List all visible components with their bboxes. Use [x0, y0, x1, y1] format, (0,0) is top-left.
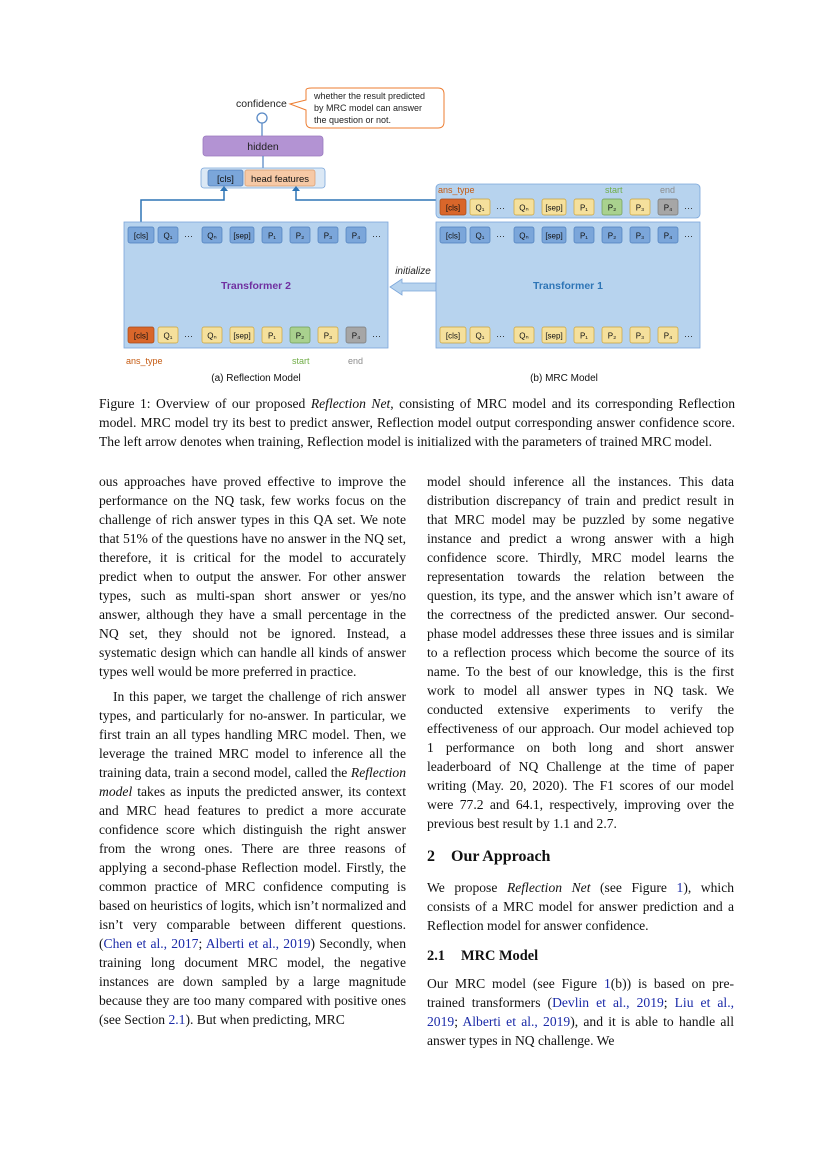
- end-label-a: end: [348, 356, 364, 366]
- initialize-arrow-icon: [390, 279, 436, 295]
- token-label: [sep]: [545, 331, 563, 341]
- ellipsis-mark: ···: [372, 231, 381, 241]
- left-paragraph-2: [99, 687, 406, 1029]
- subcaption-b: (b) MRC Model: [530, 373, 598, 384]
- head-features-label: head features: [250, 174, 310, 185]
- token-label: P₄: [663, 231, 673, 241]
- cls-feature-label: [cls]: [217, 174, 234, 185]
- emphasis-run: Reflection model: [99, 765, 406, 799]
- token-label: [cls]: [445, 231, 461, 241]
- initialize-label: initialize: [395, 266, 431, 277]
- token-label: [sep]: [233, 231, 251, 241]
- section-number: 2: [427, 848, 435, 865]
- token-label: Q₁: [475, 203, 485, 213]
- subsection-number: 2.1: [427, 948, 445, 964]
- token-label: Q₁: [475, 231, 485, 241]
- subcaption-a: (a) Reflection Model: [211, 373, 301, 384]
- token-label: Q₁: [163, 231, 173, 241]
- citation-link[interactable]: Alberti et al., 2019: [462, 1014, 571, 1029]
- token-label: Qₙ: [519, 231, 529, 241]
- token-label: P₂: [295, 231, 305, 241]
- token-label: P₁: [579, 231, 589, 241]
- token-label: P₃: [635, 203, 645, 213]
- text-run: ;: [454, 1014, 463, 1029]
- token-label: [sep]: [545, 231, 563, 241]
- token-label: P₂: [607, 331, 617, 341]
- callout-line-2: by MRC model can answer: [314, 103, 423, 113]
- text-run: ) Secondly, when training long document MRC model, the negative instances are down sampled by a large magnitude because they are too many compared with positive ones (see Section: [99, 936, 407, 1027]
- section-title: Our Approach: [451, 848, 551, 865]
- token-label: P₂: [607, 203, 617, 213]
- ellipsis-mark: ···: [184, 231, 193, 241]
- section-heading: [427, 847, 734, 866]
- token-label: [cls]: [133, 231, 149, 241]
- token-label: P₄: [663, 203, 673, 213]
- text-run: ), and it is able to handle all answer types in NQ challenge. We: [427, 1014, 734, 1048]
- token-label: Qₙ: [207, 231, 217, 241]
- token-label: P₄: [351, 331, 361, 341]
- subsection-title: MRC Model: [461, 948, 539, 964]
- text-run: (see Figure: [600, 880, 667, 895]
- hidden-layer-label: hidden: [247, 141, 279, 153]
- token-label: P₄: [351, 231, 361, 241]
- text-run: Our MRC model (see Figure: [427, 976, 598, 991]
- ellipsis-mark: ···: [684, 331, 693, 341]
- token-label: [cls]: [133, 331, 149, 341]
- ellipsis-mark: ···: [496, 231, 505, 241]
- token-label: P₁: [579, 331, 589, 341]
- token-label: P₂: [607, 231, 617, 241]
- token-label: P₃: [635, 331, 645, 341]
- left-paragraph-1: ous approaches have proved effective to improve the performance on the NQ task, few works focus on the challenge of rich answer types in this QA set. We note that 51% of the questions have no answer in the NQ set, therefore, it is critical for the model to accurately predict when to output the answer. For other answer types, such as multi-span short answer or yes/no answer, although they have a small percentage in the NQ set, they should not be ignored. Instead, a systematic design which can handle all kinds of answer types well would be more preferred in practice.: [99, 474, 406, 679]
- token-label: P₁: [267, 231, 277, 241]
- emphasis-run: Reflection Net: [506, 880, 591, 895]
- citation-link[interactable]: Alberti et al., 2019: [205, 936, 311, 951]
- token-label: Q₁: [475, 331, 485, 341]
- token-label: [sep]: [545, 203, 563, 213]
- caption-text-2: , consisting of MRC model and its corresponding Reflection model. MRC model try its best to predict answer, Reflection model output corresponding answer confidence score. The left arrow denotes when training, Reflection model is initialized with the parameters of trained MRC model.: [99, 396, 736, 449]
- text-run: ). But when predicting, MRC: [185, 1012, 345, 1027]
- start-label-b: start: [605, 185, 623, 195]
- transformer2-cls-arrow: [141, 190, 224, 222]
- end-label-b: end: [660, 185, 676, 195]
- start-label-a: start: [292, 356, 310, 366]
- text-run: ;: [663, 995, 675, 1010]
- token-label: P₄: [663, 331, 673, 341]
- figure-ref-link[interactable]: 1: [676, 880, 684, 895]
- ans-type-label-b: ans_type: [438, 185, 475, 195]
- token-label: P₃: [635, 231, 645, 241]
- ellipsis-mark: ···: [184, 331, 193, 341]
- ellipsis-mark: ···: [496, 203, 505, 213]
- token-label: P₃: [323, 231, 333, 241]
- callout-line-3: the question or not.: [314, 115, 392, 125]
- ellipsis-mark: ···: [496, 331, 505, 341]
- token-label: [sep]: [233, 331, 251, 341]
- token-label: Qₙ: [519, 203, 529, 213]
- right-paragraph-1: model should inference all the instances. This data distribution discrepancy of train and predict result in that MRC model may be puzzled by some negative instance and predict a wrong answer with a high confidence score. Thirdly, MRC model learns the representation towards the relation between the question, its type, and the answer which isn’t aware of the correctness of the predicted answer. Our second-phase model addresses these three issues and is similar to a reflection process which become the source of its name. To the best of our knowledge, this is the first work to model all answer types in NQ task. We conducted extensive experiments to verify the effectiveness of our approach. Our model achieved top 1 performance on both long and short answer leaderboard of NQ Challenge at the time of paper writing (May. 20, 2020). The F1 scores of our model were 77.2 and 64.1, respectively, improving over the previous best result by 1.1 and 2.7.: [427, 474, 734, 831]
- token-label: P₁: [267, 331, 277, 341]
- ellipsis-mark: ···: [684, 203, 693, 213]
- citation-link[interactable]: Devlin et al., 2019: [552, 995, 664, 1010]
- section-ref-link[interactable]: 2.1: [168, 1012, 186, 1027]
- ellipsis-mark: ···: [372, 331, 381, 341]
- token-label: P₁: [579, 203, 589, 213]
- citation-link[interactable]: Liu et al., 2019: [427, 995, 735, 1029]
- confidence-label: confidence: [236, 98, 287, 110]
- token-label: Q₁: [163, 331, 173, 341]
- token-label: P₃: [323, 331, 333, 341]
- token-label: P₂: [295, 331, 305, 341]
- figure-ref-link[interactable]: 1: [603, 976, 611, 991]
- mrc-head-arrow: [296, 190, 436, 200]
- text-run: (b)) is based on pre-trained transformers (: [427, 976, 735, 1010]
- token-label: Qₙ: [207, 331, 217, 341]
- token-label: [cls]: [445, 331, 461, 341]
- text-run: In this paper, we target the challenge of rich answer types, and particularly for no-answer. In particular, we first train an all types handling MRC model. Then, we leverage the trained MRC model to inference all the training data, train a second model, called the: [99, 689, 406, 780]
- right-paragraph-3: [427, 974, 734, 1050]
- text-run: We propose: [427, 880, 498, 895]
- right-paragraph-2: [427, 878, 734, 935]
- caption-emphasis: Reflection Net: [310, 396, 391, 411]
- figure-1: [0, 0, 827, 390]
- text-run: ;: [198, 936, 206, 951]
- transformer1-label: Transformer 1: [532, 280, 604, 292]
- caption-text-1: Overview of our proposed: [156, 396, 306, 411]
- ans-type-label-a: ans_type: [126, 356, 163, 366]
- ellipsis-mark: ···: [684, 231, 693, 241]
- citation-link[interactable]: Chen et al., 2017: [103, 936, 199, 951]
- text-run: ), which consists of a MRC model for answer prediction and a Reflection model for answer confidence.: [427, 880, 735, 933]
- right-column: [427, 472, 734, 1050]
- callout-line-1: whether the result predicted: [314, 91, 426, 101]
- token-label: [cls]: [445, 203, 461, 213]
- figure-caption: [99, 394, 735, 451]
- subsection-heading: [427, 947, 734, 966]
- left-column: [99, 472, 406, 1029]
- confidence-output-node: [257, 113, 267, 123]
- token-label: Qₙ: [519, 331, 529, 341]
- transformer2-label: Transformer 2: [220, 280, 292, 292]
- caption-label: Figure 1:: [99, 396, 151, 411]
- text-run: takes as inputs the predicted answer, its context and MRC head features to predict a more accurate confidence score which distinguish the right answer from the wrong ones. There are three reasons of applying a second-phase Reflection model. Firstly, the common practice of MRC confidence computing is based on heuristics of logits, which isn’t normalized and isn’t very comparable between different questions.(: [99, 784, 406, 951]
